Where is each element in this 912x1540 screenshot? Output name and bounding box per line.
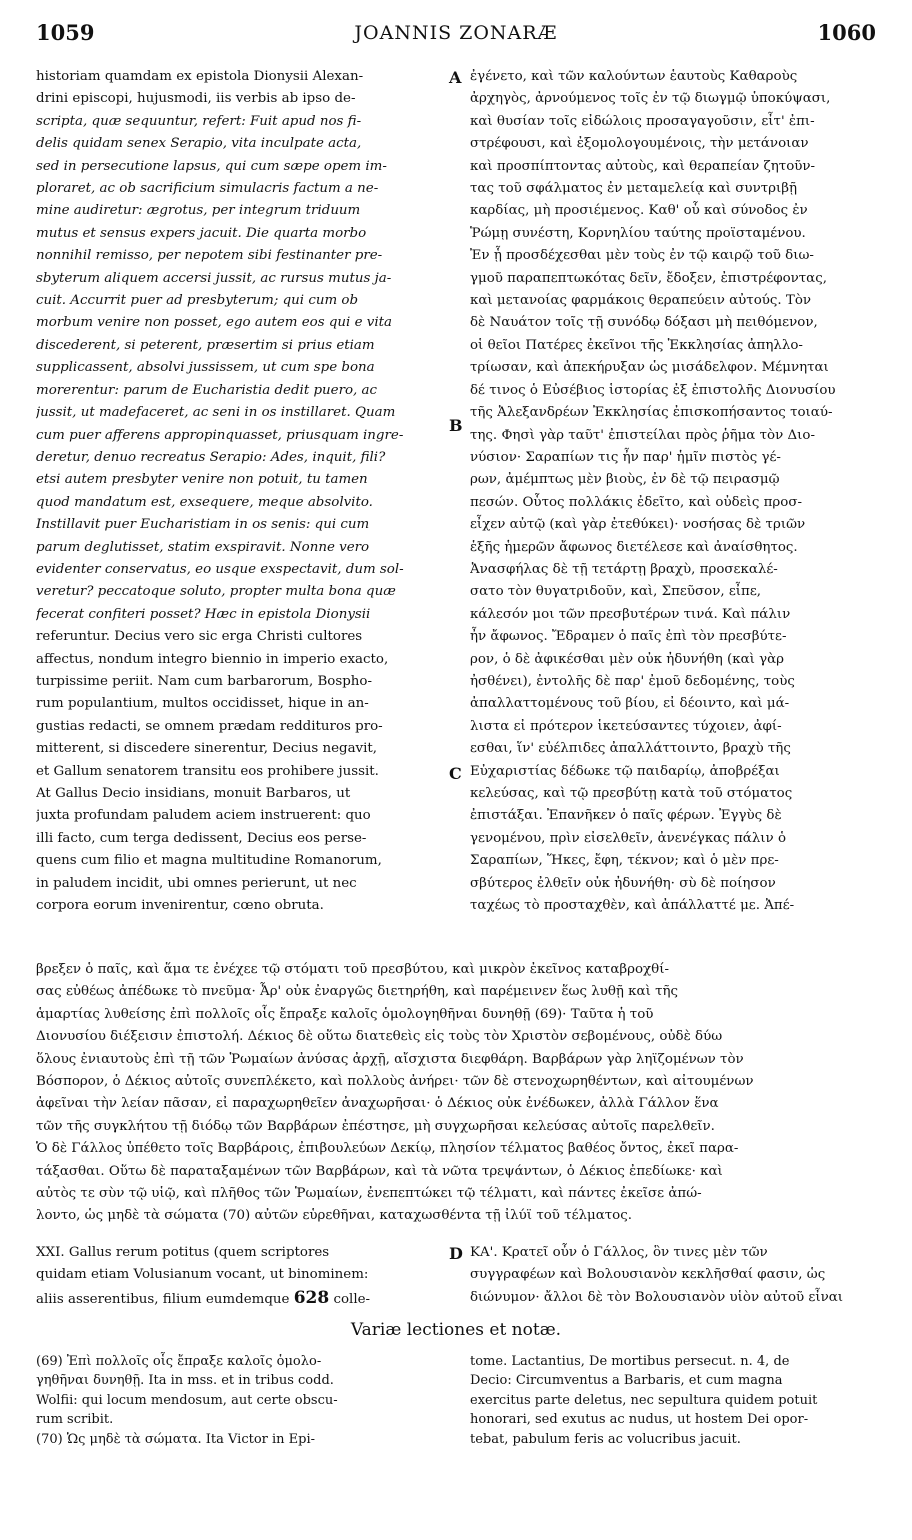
text-line: (70) Ὡς μηδὲ τὰ σώματα. Ita Victor in Epi-: [36, 1431, 316, 1447]
page-number-left: 1059: [36, 20, 95, 45]
text-line: ἐγένετο, καὶ τῶν καλούντων ἑαυτοὺς Καθαροὺς: [470, 69, 798, 84]
text-line: ρων, ἀμέμπτως μὲν βιοὺς, ἐν δὲ τῷ πειρασμῷ: [470, 472, 780, 488]
margin-marker-c: C: [449, 764, 462, 783]
text-line: (69) Ἐπὶ πολλοῖς οἷς ἔπραξε καλοῖς ὁμολο-: [36, 1354, 322, 1369]
full-width-greek-text: [36, 959, 878, 1228]
text-line: βρεξεν ὁ παῖς, καὶ ἅμα τε ἐνέχεε τῷ στόματι τοῦ πρεσβύτου, καὶ μικρὸν ἐκεῖνος καταβροχθί-: [36, 962, 669, 977]
text-line: rum populantium, multos occidisset, hique in an-: [36, 696, 369, 712]
text-line: etsi autem presbyter venire non potuit, tu tamen: [36, 472, 368, 488]
margin-marker-d: D: [449, 1244, 463, 1263]
running-title: JOANNIS ZONARÆ: [354, 22, 558, 44]
page-header: [36, 8, 876, 48]
text-line: veretur? peccatoque soluto, propter multa bona quæ: [36, 584, 396, 600]
text-line: καὶ θυσίαν τοῖς εἰδώλοις προσαγαγοῦσιν, εἶτ' ἐπι-: [470, 113, 815, 129]
text-fragment: aliis asserentibus, filium eumdemque: [36, 1291, 290, 1307]
text-line: turpissime periit. Nam cum barbarorum, Bospho-: [36, 673, 373, 689]
text-line: cum puer afferens appropinquasset, priusquam ingre-: [36, 427, 404, 443]
text-line: Instillavit puer Eucharistiam in os senis: qui cum: [36, 517, 370, 533]
text-line: δέ τινος ὁ Εὐσέβιος ἱστορίας ἐξ ἐπιστολῆς Διονυσίου: [470, 382, 836, 398]
text-line: καὶ μετανοίας φαρμάκοις θεραπεύειν αὐτούς. Τὸν: [470, 293, 812, 309]
text-line: XXI. Gallus rerum potitus (quem scriptores: [36, 1245, 330, 1260]
text-line: Βόσπορον, ὁ Δέκιος αὐτοῖς συνεπλέκετο, καὶ πολλοὺς ἀνήρει· τῶν δὲ στενοχωρηθέντων, καὶ αἰτουμένων: [36, 1074, 754, 1090]
latin-column: [36, 66, 436, 917]
text-line: mitterent, si discedere sinerentur, Decius negavit,: [36, 741, 378, 757]
chapter-ka-greek: [470, 1242, 876, 1309]
text-line: ταχέως τὸ προσταχθὲν, καὶ ἀπάλλαττέ με. Ἀπέ-: [470, 898, 795, 914]
notes-right-column: [470, 1352, 876, 1449]
text-line: mutus et sensus expers jacuit. Die quarta morbo: [36, 225, 367, 241]
text-line: λοντο, ὡς μηδὲ τὰ σώματα (70) αὐτῶν εὑρεθῆναι, καταχωσθέντα τῇ ἰλύϊ τοῦ τέλματος.: [36, 1208, 632, 1224]
text-line: deretur, denuo recreatus Serapio: Ades, inquit, fili?: [36, 449, 386, 465]
text-line: ΚΑ'. Κρατεῖ οὖν ὁ Γάλλος, ὃν τινες μὲν τῶν: [470, 1245, 768, 1260]
text-line: κελεύσας, καὶ τῷ πρεσβύτῃ κατὰ τοῦ στόματος: [470, 786, 793, 801]
text-line: Εὐχαριστίας δέδωκε τῷ παιδαρίῳ, ἀποβρέξαι: [470, 763, 780, 779]
text-line: ἀφεῖναι τὴν λείαν πᾶσαν, εἰ παραχωρηθεῖεν ἀναχωρῆσαι· ὁ Δέκιος οὐκ ἐνέδωκεν, ἀλλὰ Γάλλον ἕνα: [36, 1096, 719, 1112]
text-line: Ἐν ᾗ προσδέχεσθαι μὲν τοὺς ἐν τῷ καιρῷ τοῦ διω-: [470, 248, 814, 264]
column-number: 628: [293, 1287, 330, 1308]
text-line: ἑξῆς ἡμερῶν ἄφωνος διετέλεσε καὶ ἀναίσθητος.: [470, 539, 798, 555]
text-line: At Gallus Decio insidians, monuit Barbaros, ut: [36, 786, 351, 801]
text-line: drini episcopi, hujusmodi, iis verbis ab ipso de-: [36, 91, 356, 107]
text-line: Ῥώμῃ συνέστη, Κορνηλίου ταύτης προϊσταμένου.: [470, 225, 806, 241]
text-line: ἦν ἄφωνος. Ἔδραμεν ὁ παῖς ἐπὶ τὸν πρεσβύτε-: [470, 629, 787, 645]
text-line: εσθαι, ἵν' εὐέλπιδες ἀπαλλάττοιντο, βραχὺ τῆς: [470, 741, 791, 757]
text-line: γηθῆναι δυνηθῇ. Ita in mss. et in tribus codd.: [36, 1373, 334, 1389]
text-line: Διονυσίου διέξεισιν ἐπιστολή. Δέκιος δὲ οὕτω διατεθεὶς εἰς τοὺς τὸν Χριστὸν σεβομένους, οὐδὲ δύω: [36, 1029, 723, 1045]
text-line: στρέφουσι, καὶ ἐξομολογουμένοις, τὴν μετάνοιαν: [470, 136, 809, 152]
text-line: λιστα εἰ πρότερον ἱκετεύσαντες τύχοιεν, ἀφί-: [470, 718, 782, 734]
text-line: σβύτερος ἐλθεῖν οὐκ ἠδυνήθη· σὺ δὲ ποίησον: [470, 875, 776, 891]
text-line: δὲ Ναυάτον τοῖς τῇ συνόδῳ δόξασι μὴ πειθόμενον,: [470, 315, 818, 331]
text-line: gustias redacti, se omnem prædam reddituros pro-: [36, 718, 383, 734]
margin-marker-a: A: [449, 68, 462, 87]
text-line: εἶχεν αὐτῷ (καὶ γὰρ ἐτεθύκει)· νοσήσας δὲ τριῶν: [470, 517, 806, 533]
text-line: τῶν τῆς συγκλήτου τῇ διόδῳ τῶν Βαρβάρων ἐπέστησε, μὴ συγχωρῆσαι κελεύσας αὐτοῖς παρελθεῖν.: [36, 1118, 715, 1134]
text-line: ὅλους ἐνιαυτοὺς ἐπὶ τῇ τῶν Ῥωμαίων ἀνύσας ἀρχῇ, αἴσχιστα διεφθάρη. Βαρβάρων γὰρ ληϊζομένων τὸν: [36, 1051, 744, 1067]
text-line: rum scribit.: [36, 1412, 114, 1428]
text-line: κάλεσόν μοι τῶν πρεσβυτέρων τινά. Καὶ πάλιν: [470, 606, 791, 622]
notes-heading: Variæ lectiones et notæ.: [350, 1320, 562, 1340]
text-line: cuit. Accurrit puer ad presbyterum; qui cum ob: [36, 293, 359, 309]
text-line: evidenter conservatus, eo usque exspectavit, dum sol-: [36, 561, 404, 577]
text-line: sbyterum aliquem accersi jussit, ac rursus mutus ja-: [36, 270, 392, 286]
text-line: γμοῦ παραπεπτωκότας δεῖν, ἔδοξεν, ἐπιστρέφοντας,: [470, 270, 827, 286]
text-line: ἁμαρτίας λυθείσης ἐπὶ πολλοῖς οἷς ἔπραξε καλοῖς ὁμολογηθῆναι δυνηθῇ (69)· Ταῦτα ἡ τοῦ: [36, 1006, 654, 1022]
text-line: ἠσθένει), ἐντολῆς δὲ παρ' ἐμοῦ δεδομένης, τοὺς: [470, 673, 795, 689]
text-fragment: colle-: [333, 1291, 371, 1307]
text-line: discederent, si peterent, præsertim si prius etiam: [36, 337, 375, 353]
text-line: et Gallum senatorem transitu eos prohibere jussit.: [36, 763, 379, 779]
text-line: Ἀνασφήλας δὲ τῇ τετάρτῃ βραχὺ, προσεκαλέ-: [470, 561, 778, 577]
text-line: parum deglutisset, statim exspiravit. Nonne vero: [36, 539, 370, 555]
text-line: τας τοῦ σφάλματος ἐν μεταμελείᾳ καὶ συντριβῇ: [470, 181, 798, 197]
text-line: νύσιον· Σαραπίων τις ἦν παρ' ἡμῖν πιστὸς γέ-: [470, 449, 781, 465]
text-line: ploraret, ac ob sacrificium simulacris factum a ne-: [36, 181, 379, 197]
text-line: τῆς Ἀλεξανδρέων Ἐκκλησίας ἐπισκοπήσαντος τοιαύ-: [470, 405, 833, 421]
text-line: καρδίας, μὴ προσιέμενος. Καθ' οὗ καὶ σύνοδος ἐν: [470, 203, 808, 219]
text-line: honorari, sed exutus ac nudus, ut hostem Dei opor-: [470, 1412, 809, 1428]
text-line: ἀρχηγὸς, ἀρνούμενος τοῖς ἐν τῷ διωγμῷ ὑποκύψασι,: [470, 91, 831, 107]
text-line: morbum venire non posset, ego autem eos qui e vita: [36, 315, 392, 331]
notes-left-column: [36, 1352, 436, 1449]
text-line: Decio: Circumventus a Barbaris, et cum magna: [470, 1373, 783, 1389]
text-line: αὐτὸς τε σὺν τῷ υἱῷ, καὶ πλῆθος τῶν Ῥωμαίων, ἐνεπεπτώκει τῷ τέλματι, καὶ πάντες ἐκεῖσε ἀπώ-: [36, 1186, 702, 1202]
text-line: referuntur. Decius vero sic erga Christi cultores: [36, 629, 363, 645]
text-line: Wolfii: qui locum mendosum, aut certe obscu-: [36, 1392, 338, 1408]
text-line: διώνυμον· ἄλλοι δὲ τὸν Βολουσιανὸν υἱὸν αὐτοῦ εἶναι: [470, 1289, 844, 1305]
text-line: in paludem incidit, ubi omnes perierunt, ut nec: [36, 875, 357, 891]
text-line: tebat, pabulum feris ac volucribus jacuit.: [470, 1431, 741, 1447]
chapter-xxi-latin: [36, 1242, 436, 1311]
text-line: illi facto, cum terga dedissent, Decius eos perse-: [36, 830, 367, 846]
text-line: exercitus parte deletus, nec sepultura quidem potuit: [470, 1392, 818, 1408]
text-line: πεσών. Οὗτος πολλάκις ἐδεῖτο, καὶ οὐδεὶς προσ-: [470, 494, 802, 510]
text-line: tome. Lactantius, De mortibus persecut. n. 4, de: [470, 1354, 790, 1369]
text-line: ἐπιστάξαι. Ἐπανῆκεν ὁ παῖς φέρων. Ἐγγὺς δὲ: [470, 808, 782, 824]
text-line: τάξασθαι. Οὕτω δὲ παραταξαμένων τῶν Βαρβάρων, καὶ τὰ νῶτα τρεψάντων, ὁ Δέκιος ἐπεδίωκε· καὶ: [36, 1163, 723, 1179]
text-line: Σαραπίων, Ἥκες, ἔφη, τέκνον; καὶ ὁ μὲν πρε-: [470, 853, 779, 869]
text-line: σας εὐθέως ἀπέδωκε τὸ πνεῦμα· Ἆρ' οὐκ ἐναργῶς διετηρήθη, καὶ παρέμεινεν ἕως λυθῇ καὶ τῆς: [36, 984, 679, 1000]
text-line: supplicassent, absolvi jussissem, ut cum spe bona: [36, 360, 375, 376]
text-line: της. Φησὶ γὰρ ταῦτ' ἐπιστείλαι πρὸς ῥῆμα τὸν Διο-: [470, 427, 815, 443]
text-line: [36, 1287, 436, 1311]
text-line: fecerat confiteri posset? Hæc in epistola Dionysii: [36, 606, 371, 622]
text-line: affectus, nondum integro biennio in imperio exacto,: [36, 651, 389, 667]
text-line: οἱ θεῖοι Πατέρες ἐκεῖνοι τῆς Ἐκκλησίας ἀπηλλο-: [470, 337, 803, 353]
text-line: καὶ προσπίπτοντας αὐτοὺς, καὶ θεραπείαν ζητοῦν-: [470, 158, 816, 174]
text-line: quens cum filio et magna multitudine Romanorum,: [36, 853, 382, 869]
text-line: γενομένου, πρὶν εἰσελθεῖν, ἀνενέγκας πάλιν ὁ: [470, 830, 787, 846]
text-line: τρίωσαν, καὶ ἀπεκήρυξαν ὡς μισάδελφον. Μέμνηται: [470, 360, 829, 376]
text-line: nonnihil remisso, per nepotem sibi festinanter pre-: [36, 248, 383, 264]
text-line: corpora eorum invenirentur, cœno obruta.: [36, 898, 324, 914]
text-line: ρον, ὁ δὲ ἀφικέσθαι μὲν οὐκ ἠδυνήθη (καὶ γὰρ: [470, 651, 785, 667]
margin-marker-b: B: [449, 416, 463, 435]
text-line: jussit, ut madefaceret, ac seni in os instillaret. Quam: [36, 405, 396, 421]
text-line: mine audiretur: ægrotus, per integrum triduum: [36, 203, 361, 219]
text-line: sed in persecutione lapsus, qui cum sæpe opem im-: [36, 158, 387, 174]
text-line: ἀπαλλαττομένους τοῦ βίου, εἰ δέοιντο, καὶ μά-: [470, 696, 790, 712]
greek-column: [470, 66, 876, 917]
text-line: juxta profundam paludem aciem instruerent: quo: [36, 808, 371, 824]
text-line: delis quidam senex Serapio, vita inculpate acta,: [36, 136, 362, 152]
text-line: συγγραφέων καὶ Βολουσιανὸν κεκλῆσθαί φασιν, ὡς: [470, 1267, 826, 1283]
text-line: scripta, quæ sequuntur, refert: Fuit apud nos fi-: [36, 113, 362, 129]
text-line: morerentur: parum de Eucharistia dedit puero, ac: [36, 382, 378, 398]
text-line: quidam etiam Volusianum vocant, ut binominem:: [36, 1267, 369, 1283]
text-line: Ὁ δὲ Γάλλος ὑπέθετο τοῖς Βαρβάροις, ἐπιβουλεύων Δεκίῳ, πλησίον τέλματος βαθέος ὄντος, ἐκεῖ παρα-: [36, 1141, 739, 1157]
text-line: historiam quamdam ex epistola Dionysii Alexan-: [36, 69, 364, 84]
text-line: σατο τὸν θυγατριδοῦν, καὶ, Σπεῦσον, εἶπε,: [470, 584, 762, 600]
page-number-right: 1060: [817, 20, 876, 45]
text-line: quod mandatum est, exsequere, meque absolvito.: [36, 494, 373, 510]
